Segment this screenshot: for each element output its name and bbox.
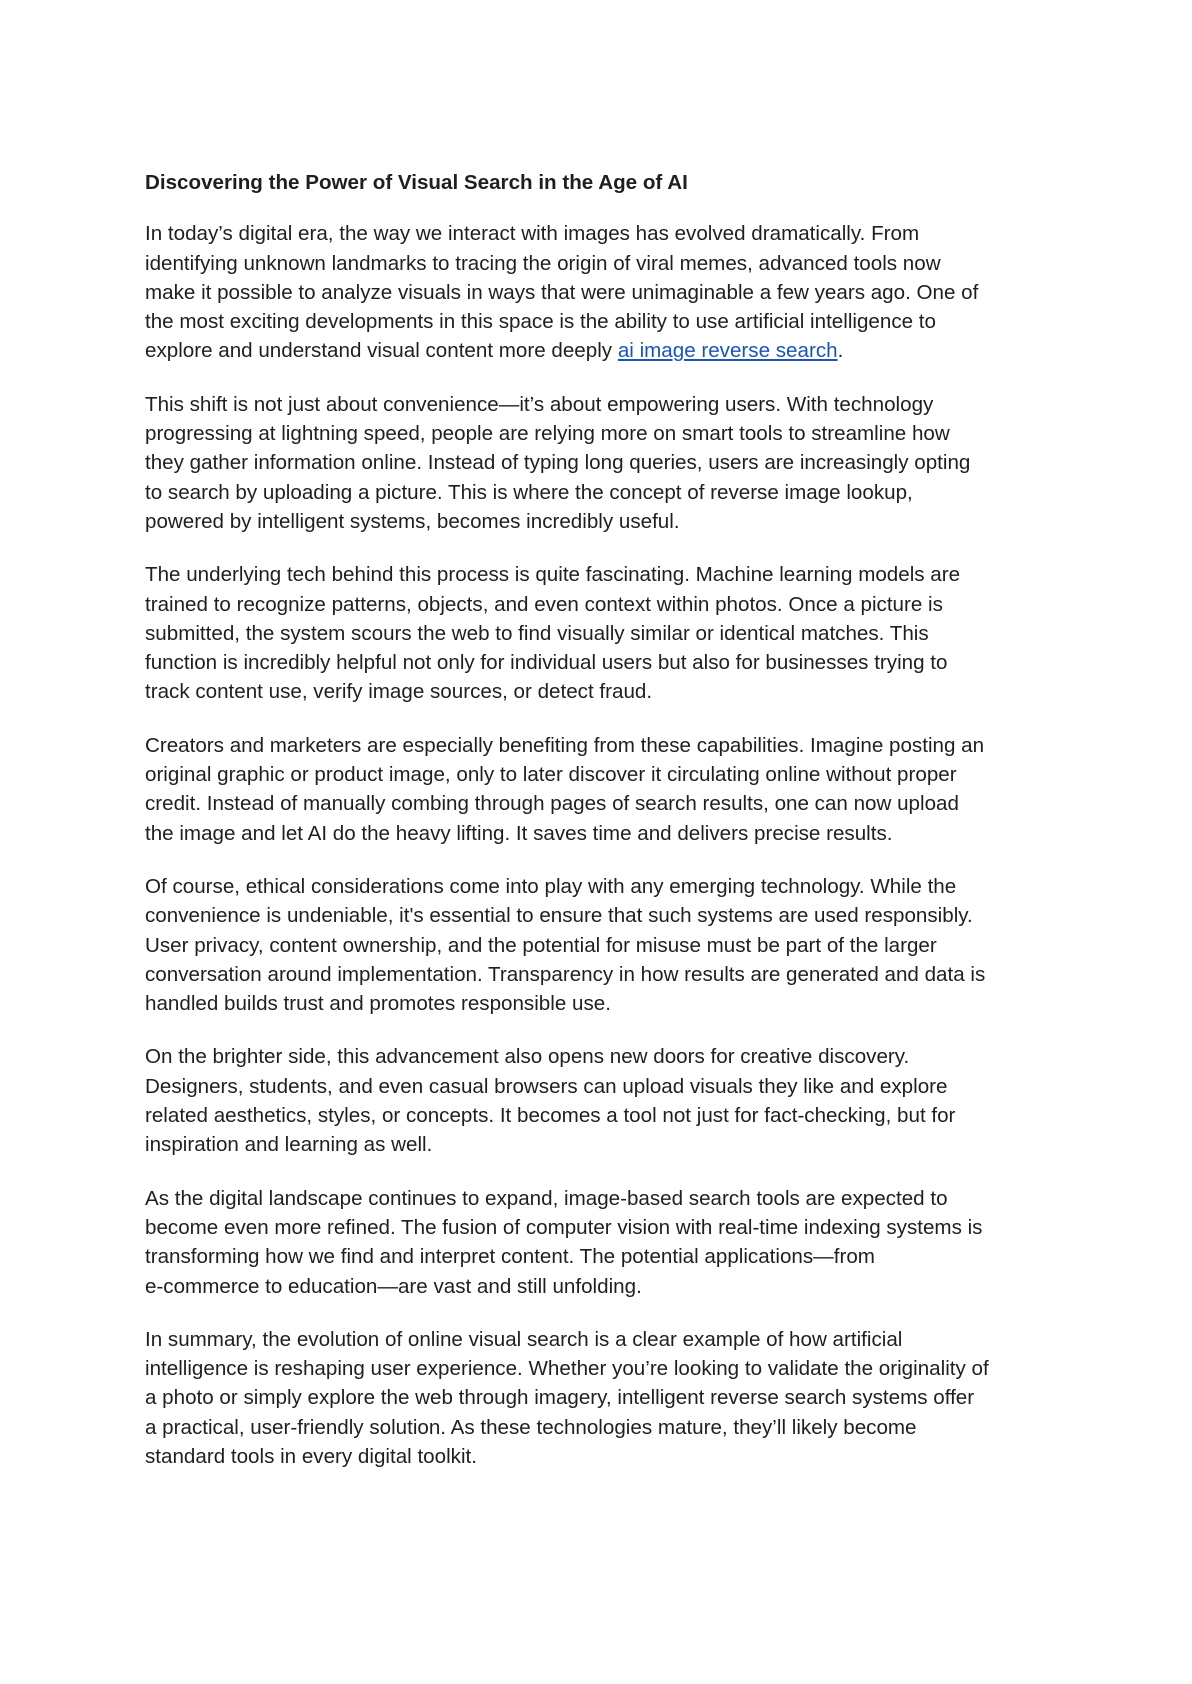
paragraph-line: transforming how we find and interpret content. The potential applications—from bbox=[145, 1245, 875, 1269]
paragraph-8 bbox=[145, 1325, 1080, 1471]
paragraph-line: inspiration and learning as well. bbox=[145, 1133, 433, 1157]
paragraph-line: original graphic or product image, only to later discover it circulating online without proper bbox=[145, 763, 957, 787]
paragraph-line: trained to recognize patterns, objects, and even context within photos. Once a picture is bbox=[145, 592, 943, 616]
paragraph-line-suffix: . bbox=[837, 339, 844, 363]
paragraph-4 bbox=[145, 731, 1080, 848]
paragraph-line: standard tools in every digital toolkit. bbox=[145, 1444, 477, 1468]
paragraph-line: identifying unknown landmarks to tracing the origin of viral memes, advanced tools now bbox=[145, 251, 941, 275]
paragraph-line: related aesthetics, styles, or concepts. It becomes a tool not just for fact-checking, but for bbox=[145, 1104, 956, 1128]
paragraph-line: the image and let AI do the heavy lifting. It saves time and delivers precise results. bbox=[145, 821, 893, 845]
paragraph-6 bbox=[145, 1042, 1080, 1159]
document-title: Discovering the Power of Visual Search in the Age of AI bbox=[145, 171, 688, 194]
document-body bbox=[145, 168, 1080, 1495]
paragraph-line: the most exciting developments in this space is the ability to use artificial intelligence to bbox=[145, 310, 936, 334]
paragraph-7 bbox=[145, 1184, 1080, 1301]
paragraph-line: Designers, students, and even casual browsers can upload visuals they like and explore bbox=[145, 1074, 948, 1098]
paragraph-line: On the brighter side, this advancement also opens new doors for creative discovery. bbox=[145, 1045, 910, 1069]
paragraph-line: This shift is not just about convenience—it’s about empowering users. With technology bbox=[145, 392, 934, 416]
paragraph-line: As the digital landscape continues to expand, image-based search tools are expected to bbox=[145, 1186, 948, 1210]
paragraph-line: conversation around implementation. Transparency in how results are generated and data is bbox=[145, 962, 986, 986]
paragraph-line: a photo or simply explore the web through imagery, intelligent reverse search systems offer bbox=[145, 1386, 975, 1410]
paragraph-line: Creators and marketers are especially benefiting from these capabilities. Imagine posting an bbox=[145, 733, 985, 757]
paragraph-line: Of course, ethical considerations come into play with any emerging technology. While the bbox=[145, 874, 957, 898]
paragraph-line: to search by uploading a picture. This is where the concept of reverse image lookup, bbox=[145, 480, 913, 504]
paragraph-line: handled builds trust and promotes responsible use. bbox=[145, 992, 611, 1016]
paragraph-line: make it possible to analyze visuals in ways that were unimaginable a few years ago. One of bbox=[145, 280, 979, 304]
paragraph-line: submitted, the system scours the web to find visually similar or identical matches. This bbox=[145, 621, 929, 645]
paragraph-2 bbox=[145, 390, 1080, 536]
paragraph-line: credit. Instead of manually combing through pages of search results, one can now upload bbox=[145, 792, 959, 816]
paragraph-line: they gather information online. Instead of typing long queries, users are increasingly opting bbox=[145, 451, 971, 475]
paragraph-line: intelligence is reshaping user experience. Whether you’re looking to validate the originality of bbox=[145, 1357, 989, 1381]
paragraph-1 bbox=[145, 219, 1080, 365]
paragraph-line: e-commerce to education—are vast and still unfolding. bbox=[145, 1274, 642, 1298]
paragraph-line: track content use, verify image sources, or detect fraud. bbox=[145, 680, 653, 704]
paragraph-line: User privacy, content ownership, and the potential for misuse must be part of the larger bbox=[145, 933, 937, 957]
paragraph-line: In summary, the evolution of online visual search is a clear example of how artificial bbox=[145, 1327, 903, 1351]
paragraph-line-prefix: explore and understand visual content more deeply bbox=[145, 339, 618, 363]
paragraph-line: a practical, user-friendly solution. As these technologies mature, they’ll likely become bbox=[145, 1415, 917, 1439]
paragraph-3 bbox=[145, 560, 1080, 706]
ai-image-reverse-search-link[interactable]: ai image reverse search bbox=[617, 339, 838, 363]
paragraph-5 bbox=[145, 872, 1080, 1018]
paragraph-line-with-link bbox=[145, 336, 1080, 365]
paragraph-line: The underlying tech behind this process is quite fascinating. Machine learning models are bbox=[145, 563, 961, 587]
paragraph-line: become even more refined. The fusion of computer vision with real-time indexing systems is bbox=[145, 1215, 983, 1239]
paragraph-line: function is incredibly helpful not only for individual users but also for businesses trying to bbox=[145, 651, 948, 675]
paragraph-line: In today’s digital era, the way we interact with images has evolved dramatically. From bbox=[145, 222, 920, 246]
paragraph-line: progressing at lightning speed, people are relying more on smart tools to streamline how bbox=[145, 422, 950, 446]
paragraph-line: powered by intelligent systems, becomes incredibly useful. bbox=[145, 509, 680, 533]
paragraph-line: convenience is undeniable, it's essential to ensure that such systems are used responsibly. bbox=[145, 904, 973, 928]
